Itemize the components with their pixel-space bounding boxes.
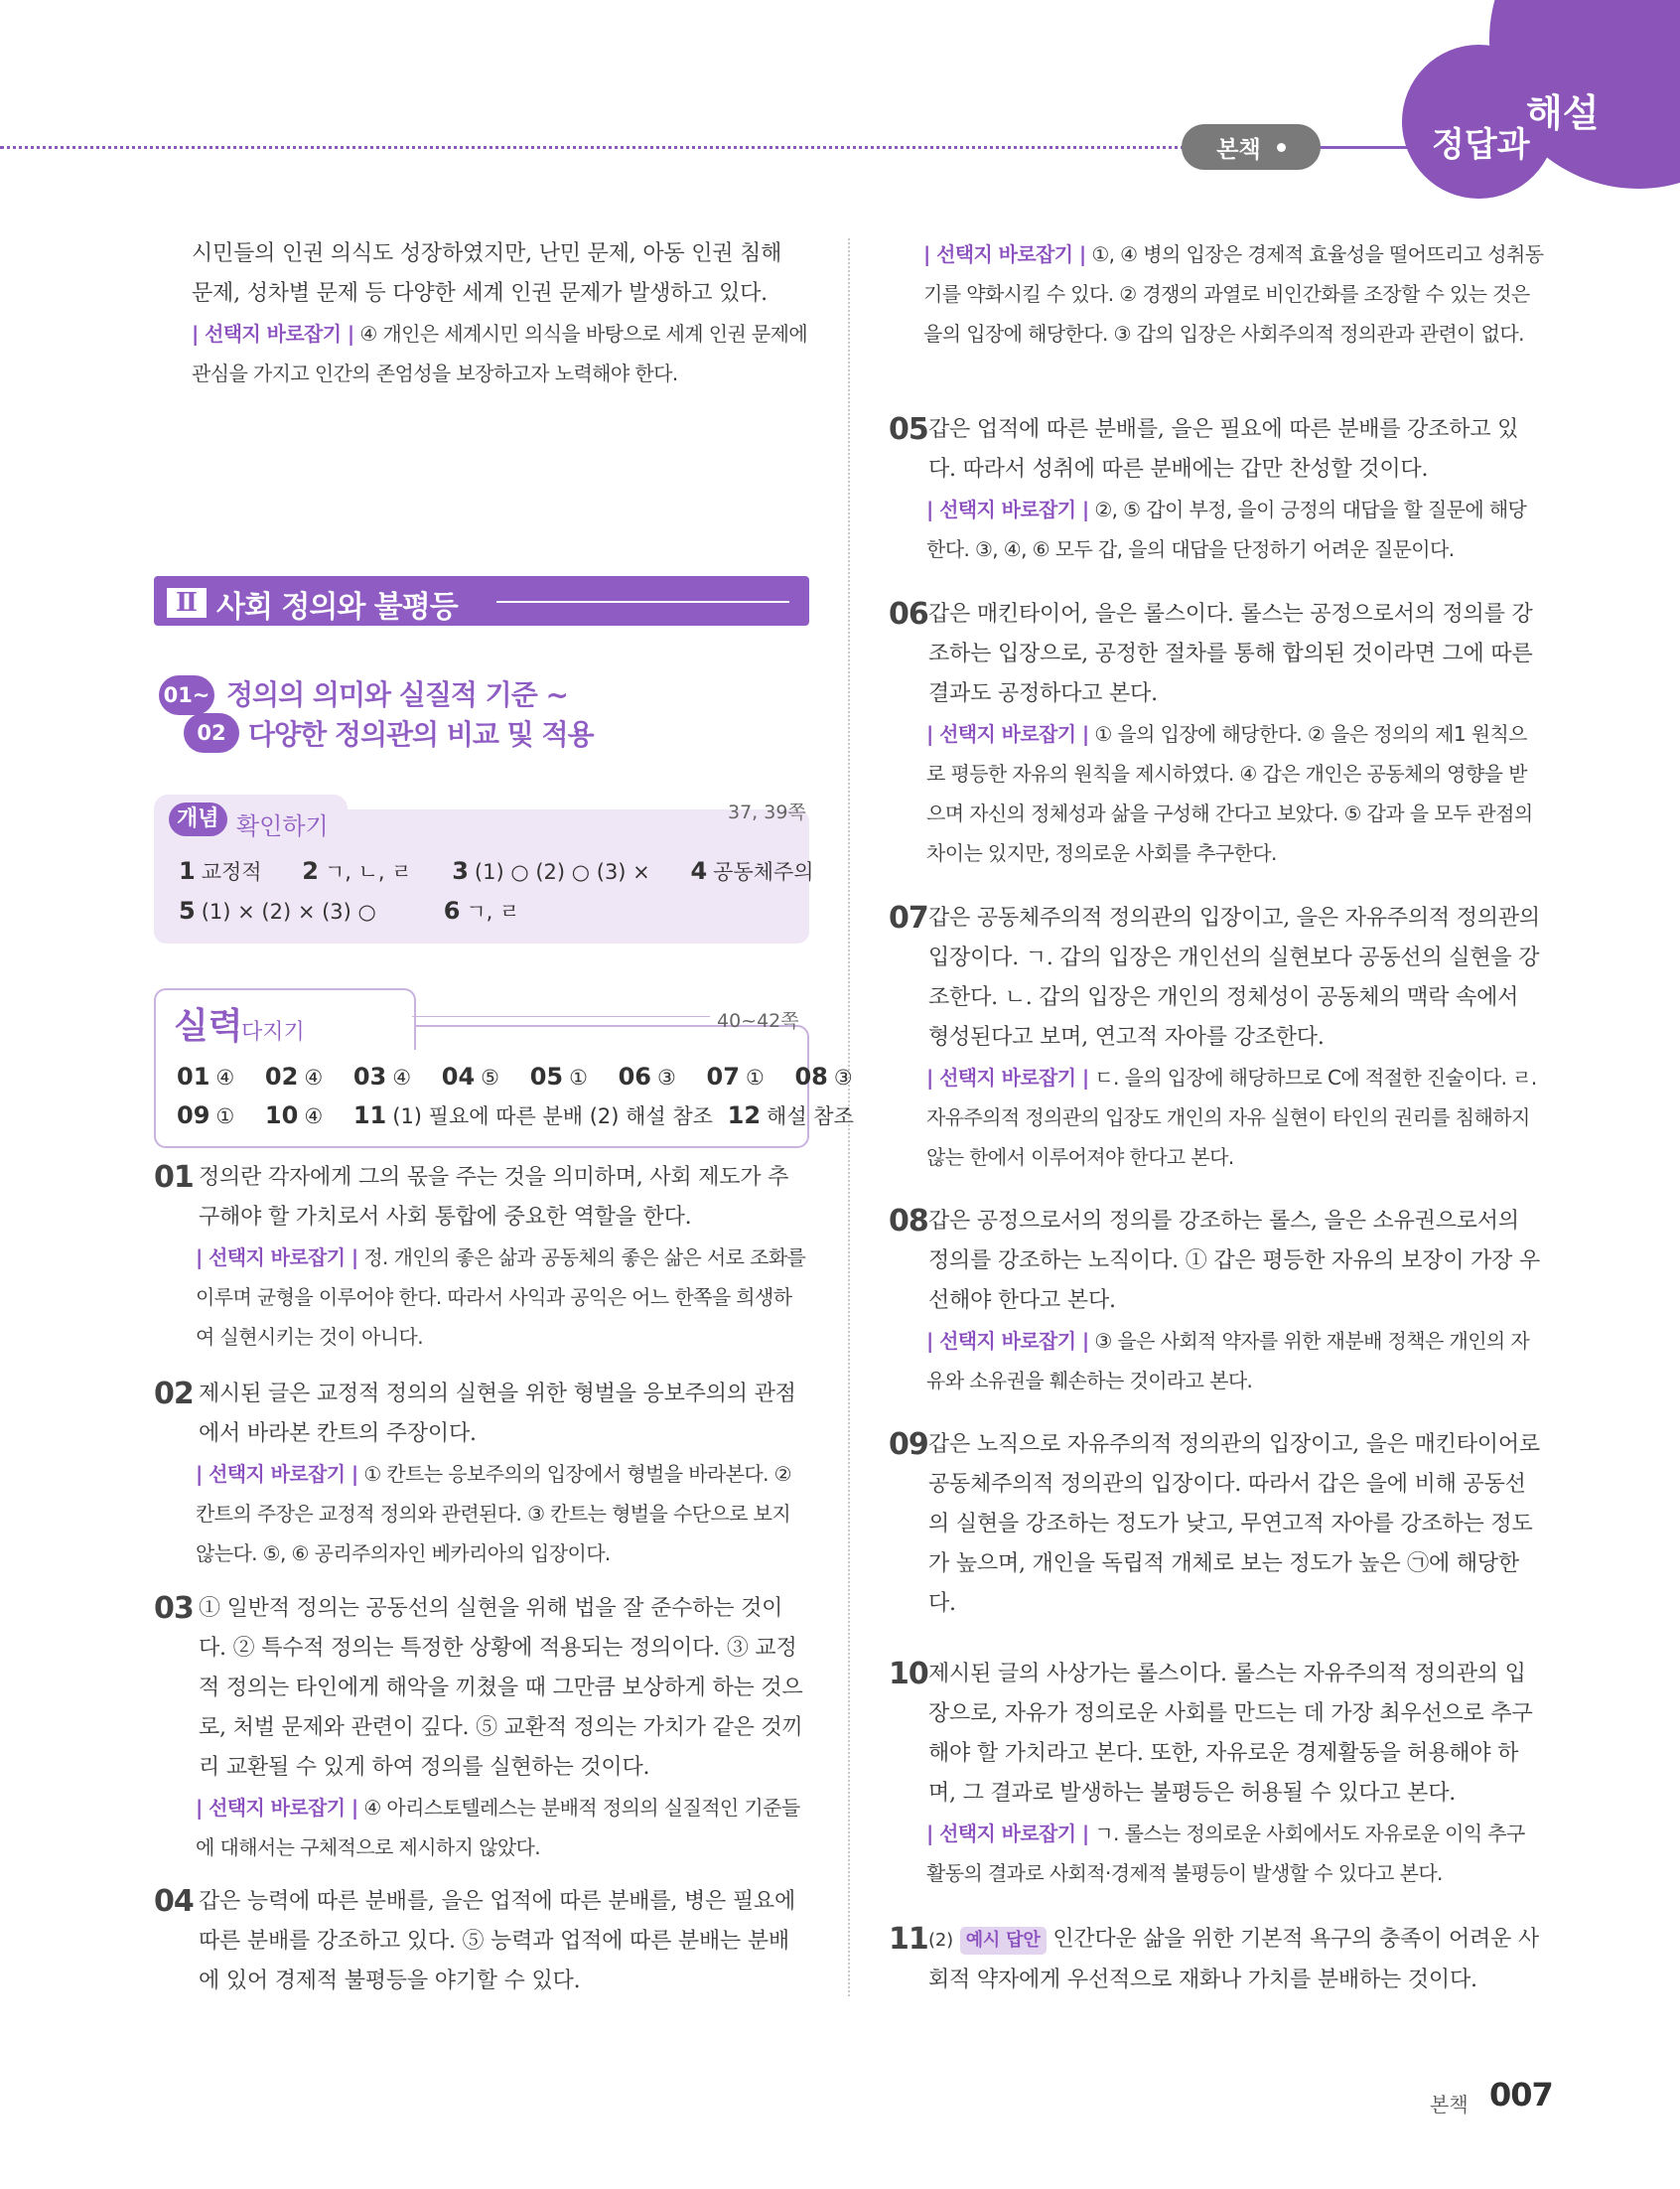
concept-label: 개념 [169, 803, 227, 836]
tag-text: ① 을의 입장에 해당한다. ② 을은 정의의 제1 원칙으로 평등한 자유의 원칙을 제시하였다. ④ 갑은 개인은 공동체의 영향을 받으며 자신의 정체성과 삶을 구성해 간다고 보았다. ⑤ 갑과 을 모두 관점의 차이는 있지만, 정의로운 사회를 추구한다. [926, 722, 1533, 865]
tag-label: | 선택지 바로잡기 | [196, 1462, 358, 1486]
item-tag-block [154, 1788, 809, 1867]
footer-label: 본책 [1430, 2093, 1469, 2116]
item-text-block [889, 1920, 1544, 2000]
subsection-title-line1: 정의의 의미와 실질적 기준 ~ [226, 678, 568, 711]
item-number: 01 [154, 1160, 194, 1195]
item-number: 02 [154, 1377, 194, 1411]
section-title: 사회 정의와 불평등 [216, 590, 458, 625]
item-text: 갑은 노직으로 자유주의적 정의관의 입장이고, 을은 매킨타이어로 공동체주의적 정의관의 입장이다. 따라서 갑은 을에 비해 공동선의 실현을 강조하는 정도가 낮고, 무연고적 자아를 강조하는 정도가 높으며, 개인을 독립적 개체로 보는 정도가 높은 ㉠에 해당한다. [928, 1432, 1540, 1616]
skill-pages: 40~42쪽 [717, 1010, 799, 1032]
skill-sub: 다지기 [241, 1020, 305, 1045]
tag-text: 정. 개인의 좋은 삶과 공동체의 좋은 삶은 서로 조화를 이루며 균형을 이루어야 한다. 따라서 사익과 공익은 어느 한쪽을 희생하여 실현시키는 것이 아니다. [196, 1245, 806, 1349]
item-text: 제시된 글의 사상가는 롤스이다. 롤스는 자유주의적 정의관의 입장으로, 자유가 정의로운 사회를 만드는 데 가장 최우선으로 추구해야 할 가치라고 본다. 또한, 자유로운 경제활동을 허용해야 하며, 그 결과로 발생하는 불평등은 허용될 수 있다고 본다. [928, 1662, 1533, 1806]
item-number: 07 [889, 901, 928, 936]
tag-label: | 선택지 바로잡기 | [926, 1066, 1089, 1090]
section-bar-line [496, 601, 789, 603]
tag-label: | 선택지 바로잡기 | [923, 242, 1086, 266]
item-text: 갑은 업적에 따른 분배를, 을은 필요에 따른 분배를 강조하고 있다. 따라서 성취에 따른 분배에는 갑만 찬성할 것이다. [928, 417, 1519, 482]
tag-label: | 선택지 바로잡기 | [926, 1822, 1089, 1845]
item-text: 정의란 각자에게 그의 몫을 주는 것을 의미하며, 사회 제도가 추구해야 할 가치로서 사회 통합에 중요한 역할을 한다. [199, 1165, 789, 1230]
left-intro-text: 시민들의 인권 의식도 성장하였지만, 난민 문제, 아동 인권 침해 문제, 성차별 문제 등 다양한 세계 인권 문제가 발생하고 있다. [192, 241, 782, 306]
item-03 [154, 1589, 809, 1867]
skill-row-2: 09 ① 10 ④ 11 (1) 필요에 따른 분배 (2) 해설 참조 12 해설 참조 [177, 1101, 854, 1129]
concept-pages: 37, 39쪽 [728, 802, 806, 823]
item-number: 05 [889, 412, 928, 447]
tag-label: | 선택지 바로잡기 | [196, 1796, 358, 1820]
tag-text: ④ 개인은 세계시민 의식을 바탕으로 세계 인권 문제에 관심을 가지고 인간의 존엄성을 보장하고자 노력해야 한다. [192, 322, 808, 385]
example-answer-badge: 예시 답안 [960, 1927, 1047, 1955]
tag-text: ㄱ. 롤스는 정의로운 사회에서도 자유로운 이익 추구 활동의 결과로 사회적·경제적 불평등이 발생할 수 있다고 본다. [926, 1822, 1525, 1885]
item-02 [154, 1375, 809, 1573]
item-number: 09 [889, 1427, 928, 1462]
subsection-badge-2: 02 [184, 713, 239, 753]
item-10 [889, 1655, 1544, 1893]
header-dotted-line [0, 146, 1191, 149]
section-pill: 본책 [1182, 124, 1321, 170]
tag-label: | 선택지 바로잡기 | [196, 1245, 358, 1269]
tag-text: ②, ⑤ 갑이 부정, 을이 긍정의 대답을 할 질문에 해당한다. ③, ④, ⑥ 모두 갑, 을의 대답을 단정하기 어려운 질문이다. [926, 498, 1527, 561]
item-04 [154, 1882, 809, 2001]
concept-label-sub: 확인하기 [236, 812, 329, 840]
skill-title: 실력 [174, 1006, 243, 1047]
item-prefix: (2) [928, 1930, 953, 1951]
item-tag-block [889, 1058, 1544, 1177]
skill-line [412, 1016, 710, 1017]
subsection-badge-1: 01~ [159, 675, 214, 715]
page-number: 007 [1489, 2076, 1553, 2114]
tag-text: ①, ④ 병의 입장은 경제적 효율성을 떨어뜨리고 성취동기를 약화시킬 수 있다. ② 경쟁의 과열로 비인간화를 조장할 수 있는 것은 을의 입장에 해당한다. ③ 갑의 입장은 사회주의적 정의관과 관련이 없다. [923, 242, 1544, 346]
item-tag-block [889, 234, 1544, 354]
left-intro [154, 234, 809, 393]
item-number: 11 [889, 1922, 928, 1957]
item-number: 06 [889, 597, 928, 632]
item-09 [889, 1425, 1544, 1624]
item-06 [889, 595, 1544, 873]
tag-text: ① 칸트는 응보주의의 입장에서 형벌을 바라본다. ② 칸트의 주장은 교정적 정의와 관련된다. ③ 칸트는 형벌을 수단으로 보지 않는다. ⑤, ⑥ 공리주의자인 베카리아의 입장이다. [196, 1462, 791, 1565]
tag-label: | 선택지 바로잡기 | [926, 1329, 1089, 1353]
concept-row-1: 1 교정적 2 ㄱ, ㄴ, ㄹ 3 (1) ○ (2) ○ (3) × 4 공동체주의 [179, 857, 814, 885]
item-number: 03 [154, 1591, 194, 1626]
item-text: ① 일반적 정의는 공동선의 실현을 위해 법을 잘 준수하는 것이다. ② 특수적 정의는 특정한 상황에 적용되는 정의이다. ③ 교정적 정의는 타인에게 해악을 끼쳤을 때 그만큼 보상하게 하는 것으로, 처벌 문제와 관련이 깊다. ⑤ 교환적 정의는 가치가 같은 것끼리 교환될 수 있게 하여 정의를 실현하는 것이다. [199, 1596, 803, 1780]
item-01 [154, 1158, 809, 1357]
item-05 [889, 410, 1544, 569]
item-text: 갑은 능력에 따른 분배를, 을은 업적에 따른 분배를, 병은 필요에 따른 분배를 강조하고 있다. ⑤ 능력과 업적에 따른 분배는 분배에 있어 경제적 불평등을 야기할 수 있다. [199, 1889, 796, 1993]
item-tag-block [889, 1814, 1544, 1893]
tag-label: | 선택지 바로잡기 | [192, 322, 354, 346]
item-tag-block [889, 490, 1544, 569]
header-title-part2: 해설 [1526, 91, 1600, 135]
tag-label: | 선택지 바로잡기 | [926, 498, 1089, 521]
tag-text: ③ 을은 사회적 약자를 위한 재분배 정책은 개인의 자유와 소유권을 훼손하는 것이라고 본다. [926, 1329, 1530, 1392]
item-tag-block [154, 1454, 809, 1573]
item-04-continued [889, 234, 1544, 354]
tag-text: ④ 아리스토텔레스는 분배적 정의의 실질적인 기준들에 대해서는 구체적으로 제시하지 않았다. [196, 1796, 800, 1859]
header-title-part1: 정답과 [1432, 125, 1530, 165]
item-tag-block [154, 1238, 809, 1357]
item-text: 갑은 공정으로서의 정의를 강조하는 롤스, 을은 소유권으로서의 정의를 강조하는 노직이다. ① 갑은 평등한 자유의 보장이 가장 우선해야 한다고 본다. [928, 1209, 1541, 1313]
item-number: 04 [154, 1884, 194, 1919]
item-text: 갑은 매킨타이어, 을은 롤스이다. 롤스는 공정으로서의 정의를 강조하는 입장으로, 공정한 절차를 통해 합의된 것이라면 그에 따른 결과도 공정하다고 본다. [928, 602, 1533, 706]
item-tag-block [889, 714, 1544, 873]
pill-dot-icon [1277, 143, 1286, 152]
item-number: 10 [889, 1657, 928, 1691]
item-text: 인간다운 삶을 위한 기본적 욕구의 충족이 어려운 사회적 약자에게 우선적으로 재화나 가치를 분배하는 것이다. [928, 1927, 1539, 1992]
item-11 [889, 1920, 1544, 2000]
item-08 [889, 1202, 1544, 1400]
item-tag-block [889, 1321, 1544, 1400]
subsection-title-line2: 다양한 정의관의 비교 및 적용 [248, 718, 594, 751]
item-number: 08 [889, 1204, 928, 1239]
item-07 [889, 899, 1544, 1177]
item-text: 갑은 공동체주의적 정의관의 입장이고, 을은 자유주의적 정의관의 입장이다. ㄱ. 갑의 입장은 개인선의 실현보다 공동선의 실현을 강조한다. ㄴ. 갑의 입장은 개인의 정체성이 공동체의 맥락 속에서 형성된다고 보며, 연고적 자아를 강조한다. [928, 906, 1540, 1050]
tag-text: ㄷ. 을의 입장에 해당하므로 C에 적절한 진술이다. ㄹ. 자유주의적 정의관의 입장도 개인의 자유 실현이 타인의 권리를 침해하지 않는 한에서 이루어져야 한다고 본다. [926, 1066, 1537, 1169]
left-intro-tag-block [154, 314, 809, 393]
tag-label: | 선택지 바로잡기 | [926, 722, 1089, 746]
item-text: 제시된 글은 교정적 정의의 실현을 위한 형벌을 응보주의의 관점에서 바라본 칸트의 주장이다. [199, 1382, 796, 1446]
concept-row-2: 5 (1) × (2) × (3) ○ 6 ㄱ, ㄹ [179, 897, 520, 925]
section-number: Ⅱ [167, 588, 207, 618]
skill-row-1: 01 ④ 02 ④ 03 ④ 04 ⑤ 05 ① 06 ③ 07 ① 08 ③ [177, 1063, 853, 1091]
